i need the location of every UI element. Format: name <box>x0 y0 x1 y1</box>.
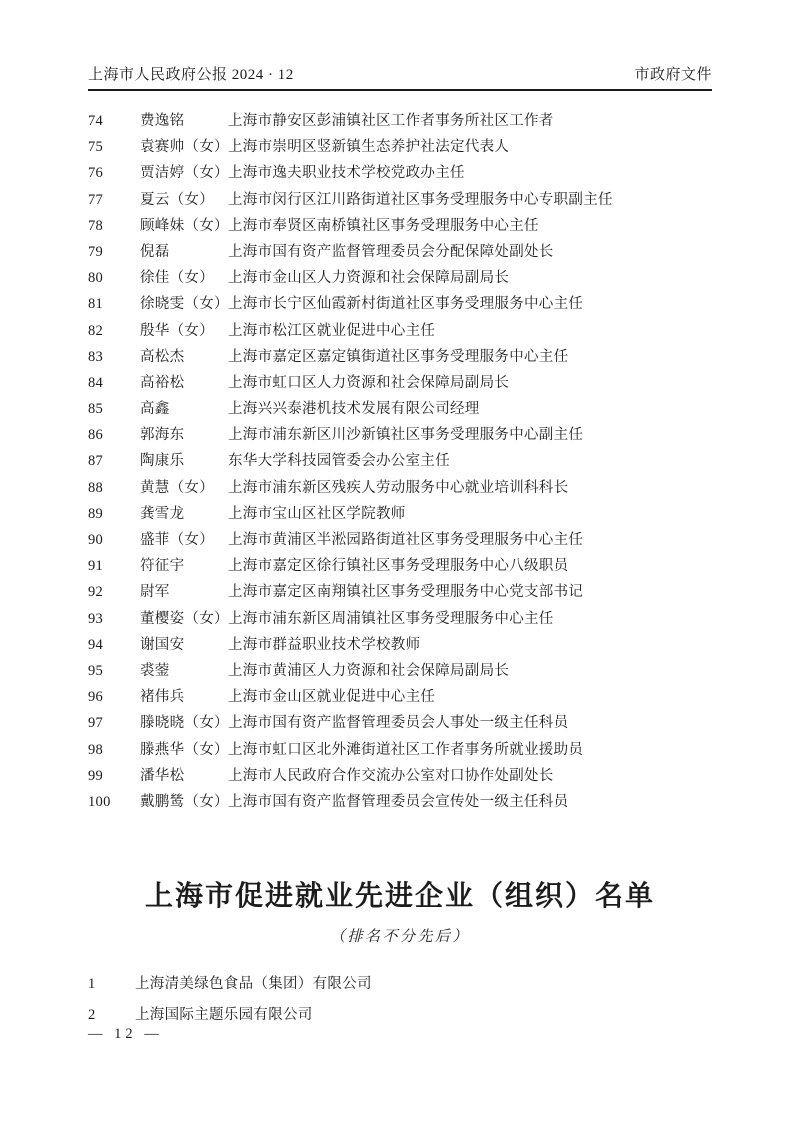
table-row <box>88 265 713 291</box>
person-title: 上海市嘉定区徐行镇社区事务受理服务中心八级职员 <box>228 558 569 575</box>
table-row <box>88 579 713 605</box>
table-row <box>88 422 713 448</box>
person-name: 尉军 <box>140 584 170 601</box>
person-title: 上海市虹口区北外滩街道社区工作者事务所就业援助员 <box>228 741 584 758</box>
person-title: 上海市嘉定区嘉定镇街道社区事务受理服务中心主任 <box>228 348 569 365</box>
row-number: 78 <box>88 217 104 234</box>
person-title: 上海市国有资产监督管理委员会宣传处一级主任科员 <box>228 793 569 810</box>
person-title: 上海市逸夫职业技术学校党政办主任 <box>228 165 465 182</box>
row-number: 90 <box>88 532 104 548</box>
row-number: 85 <box>88 401 104 418</box>
person-title: 上海市黄浦区人力资源和社会保障局副局长 <box>228 662 510 679</box>
row-number: 93 <box>88 610 104 627</box>
person-name: 龚雪龙 <box>140 505 185 522</box>
table-row <box>88 527 713 553</box>
person-title: 上海市松江区就业促进中心主任 <box>228 322 436 339</box>
row-number: 98 <box>88 741 104 758</box>
page-number: — 12 — <box>88 1026 163 1042</box>
person-title: 上海市人民政府合作交流办公室对口协作处副处长 <box>228 767 554 784</box>
person-name: 倪磊 <box>140 243 170 260</box>
table-row <box>88 763 713 789</box>
person-title: 上海市静安区彭浦镇社区工作者事务所社区工作者 <box>228 113 554 129</box>
row-number: 87 <box>88 453 104 470</box>
person-name: 贾洁婷（女） <box>140 165 229 182</box>
person-name: 殷华（女） <box>140 322 214 339</box>
row-number: 83 <box>88 348 104 365</box>
companies-list <box>88 969 713 1030</box>
person-title: 上海市宝山区社区学院教师 <box>228 505 406 522</box>
company-number: 2 <box>88 1006 96 1023</box>
row-number: 94 <box>88 636 104 653</box>
table-row <box>88 606 713 632</box>
table-row <box>88 187 713 213</box>
person-title: 上海市虹口区人力资源和社会保障局副局长 <box>228 374 510 391</box>
person-title: 上海兴兴泰港机技术发展有限公司经理 <box>228 401 480 418</box>
person-name: 褚伟兵 <box>140 689 185 706</box>
row-number: 86 <box>88 427 104 444</box>
row-number: 91 <box>88 558 104 575</box>
person-name: 徐佳（女） <box>140 270 214 287</box>
person-name: 董樱姿（女） <box>140 610 229 627</box>
person-title: 上海市黄浦区半淞园路街道社区事务受理服务中心主任 <box>228 532 584 548</box>
row-number: 89 <box>88 505 104 522</box>
page-header <box>88 63 712 84</box>
person-title: 上海市群益职业技术学校教师 <box>228 636 421 653</box>
header-rule <box>88 89 712 91</box>
row-number: 75 <box>88 139 104 156</box>
table-row <box>88 658 713 684</box>
table-row <box>88 370 713 396</box>
person-name: 陶康乐 <box>140 453 185 470</box>
row-number: 74 <box>88 113 104 129</box>
person-name: 潘华松 <box>140 767 185 784</box>
table-row <box>88 501 713 527</box>
table-row <box>88 684 713 710</box>
company-name: 上海清美绿色食品（集团）有限公司 <box>135 976 372 992</box>
person-name: 费逸铭 <box>140 113 185 129</box>
person-title: 上海市浦东新区残疾人劳动服务中心就业培训科科长 <box>228 479 569 496</box>
person-name: 高鑫 <box>140 401 170 418</box>
person-title: 东华大学科技园管委会办公室主任 <box>228 453 450 470</box>
person-name: 袁赛帅（女） <box>140 139 229 156</box>
person-name: 高裕松 <box>140 374 185 391</box>
person-title: 上海市嘉定区南翔镇社区事务受理服务中心党支部书记 <box>228 584 584 601</box>
row-number: 88 <box>88 479 104 496</box>
table-row <box>88 632 713 658</box>
row-number: 81 <box>88 296 104 313</box>
person-name: 符征宇 <box>140 558 185 575</box>
row-number: 77 <box>88 191 104 208</box>
row-number: 97 <box>88 715 104 732</box>
row-number: 99 <box>88 767 104 784</box>
person-name: 滕燕华（女） <box>140 741 229 758</box>
table-row <box>88 134 713 160</box>
table-row <box>88 344 713 370</box>
person-name: 郭海东 <box>140 427 185 444</box>
row-number: 82 <box>88 322 104 339</box>
table-row <box>88 553 713 579</box>
table-row <box>88 396 713 422</box>
person-name: 顾峰妹（女） <box>140 217 229 234</box>
row-number: 100 <box>88 793 111 810</box>
table-row <box>88 213 713 239</box>
table-row <box>88 737 713 763</box>
table-row <box>88 789 713 815</box>
company-row <box>88 1000 713 1031</box>
person-title: 上海市国有资产监督管理委员会人事处一级主任科员 <box>228 715 569 732</box>
doc-category: 市政府文件 <box>634 67 712 83</box>
row-number: 95 <box>88 662 104 679</box>
table-row <box>88 318 713 344</box>
person-title: 上海市闵行区江川路街道社区事务受理服务中心专职副主任 <box>228 191 613 208</box>
table-row <box>88 291 713 317</box>
section-subtitle: （排名不分先后） <box>329 929 470 945</box>
section-title: 上海市促进就业先进企业（组织）名单 <box>144 881 655 912</box>
person-name: 高松杰 <box>140 348 185 365</box>
row-number: 84 <box>88 374 104 391</box>
row-number: 92 <box>88 584 104 601</box>
company-row <box>88 969 713 1000</box>
row-number: 96 <box>88 689 104 706</box>
person-name: 夏云（女） <box>140 191 214 208</box>
table-row <box>88 160 713 186</box>
person-name: 黄慧（女） <box>140 479 214 496</box>
person-name: 盛菲（女） <box>140 532 214 548</box>
person-name: 谢国安 <box>140 636 185 653</box>
table-row <box>88 108 713 134</box>
row-number: 79 <box>88 243 104 260</box>
person-title: 上海市金山区就业促进中心主任 <box>228 689 436 706</box>
person-name: 徐晓雯（女） <box>140 296 229 313</box>
row-number: 80 <box>88 270 104 287</box>
person-title: 上海市金山区人力资源和社会保障局副局长 <box>228 270 510 287</box>
person-title: 上海市奉贤区南桥镇社区事务受理服务中心主任 <box>228 217 539 234</box>
row-number: 76 <box>88 165 104 182</box>
company-name: 上海国际主题乐园有限公司 <box>135 1006 313 1023</box>
gazette-title: 上海市人民政府公报 2024 · 12 <box>88 67 294 83</box>
table-row <box>88 239 713 265</box>
person-name: 裘蓥 <box>140 662 170 679</box>
table-row <box>88 710 713 736</box>
person-title: 上海市浦东新区川沙新镇社区事务受理服务中心副主任 <box>228 427 584 444</box>
individuals-list <box>88 108 713 815</box>
company-number: 1 <box>88 976 96 992</box>
person-name: 戴鹏鸶（女） <box>140 793 229 810</box>
person-title: 上海市国有资产监督管理委员会分配保障处副处长 <box>228 243 554 260</box>
table-row <box>88 448 713 474</box>
person-title: 上海市长宁区仙霞新村街道社区事务受理服务中心主任 <box>228 296 584 313</box>
person-title: 上海市崇明区竖新镇生态养护社法定代表人 <box>228 139 510 156</box>
person-title: 上海市浦东新区周浦镇社区事务受理服务中心主任 <box>228 610 554 627</box>
table-row <box>88 475 713 501</box>
person-name: 滕晓晓（女） <box>140 715 229 732</box>
